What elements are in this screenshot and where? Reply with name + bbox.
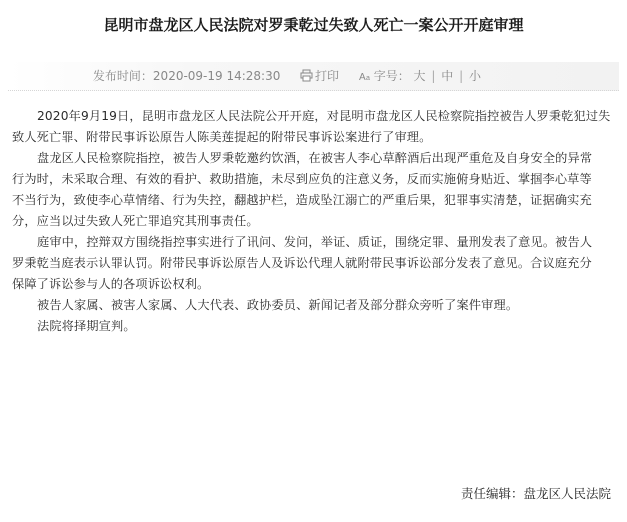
paragraph-line: 庭审中，控辩双方围绕指控事实进行了讯问、发问，举证、质证，围绕定罪、量刑发表了意见。被告人 [37, 235, 593, 249]
publish-label: 发布时间： [92, 69, 153, 83]
responsible-editor: 责任编辑：盘龙区人民法院 [460, 486, 611, 501]
paragraph-line: 盘龙区人民检察院指控，被告人罗秉乾邀约饮酒，在被害人李心草醉酒后出现严重危及自身安全的异常 [37, 151, 593, 165]
paragraph-line: 致人死亡罪、附带民事诉讼原告人陈美莲提起的附带民事诉讼案进行了审理。 [12, 130, 432, 144]
paragraph-line: 罗秉乾当庭表示认罪认罚。附带民事诉讼原告人及诉讼代理人就附带民事诉讼部分发表了意见。合议庭充分 [12, 256, 592, 270]
print-label: 打印 [315, 69, 340, 83]
paragraph-line: 2020年9月19日，昆明市盘龙区人民法院公开开庭，对昆明市盘龙区人民检察院指控被告人罗秉乾犯过失 [37, 109, 611, 123]
paragraph-line: 不当行为，致使李心草情绪、行为失控，翻越护栏，造成坠江溺亡的严重后果，犯罪事实清楚，证据确实充 [12, 193, 592, 207]
paragraph [37, 316, 612, 337]
font-size-label: 字号： [373, 69, 410, 83]
paragraph-line: 行为时，未采取合理、有效的看护、救助措施，未尽到应负的注意义务，反而实施俯身贴近、掌掴李心草等 [12, 172, 592, 186]
svg-text:A: A [358, 72, 366, 82]
paragraph-line: 法院将择期宣判。 [37, 319, 136, 333]
font-size-separator: | [459, 69, 464, 83]
font-size-separator: | [431, 69, 436, 83]
font-size-icon [359, 69, 372, 82]
paragraph-line: 被告人家属、被害人家属、人大代表、政协委员、新闻记者及部分群众旁听了案件审理。 [37, 298, 519, 312]
font-size-small-button[interactable]: 小 [468, 69, 481, 83]
paragraph-line: 分，应当以过失致人死亡罪追究其刑事责任。 [12, 214, 259, 228]
paragraph [12, 148, 612, 232]
publish-time: 2020-09-19 14:28:30 [152, 69, 281, 83]
font-size-medium-button[interactable]: 中 [441, 69, 454, 83]
article-body [12, 106, 612, 337]
font-size-large-button[interactable]: 大 [413, 69, 426, 83]
printer-icon [300, 69, 313, 82]
paragraph-line: 保障了诉讼参与人的各项诉讼权利。 [12, 277, 210, 291]
svg-text:a: a [365, 75, 370, 82]
article-title: 昆明市盘龙区人民法院对罗秉乾过失致人死亡一案公开开庭审理 [103, 16, 524, 34]
paragraph [12, 232, 612, 295]
paragraph [12, 106, 612, 148]
article-meta [93, 67, 481, 85]
print-button[interactable] [300, 67, 339, 85]
paragraph [37, 295, 612, 316]
article-meta-bar [8, 62, 619, 91]
